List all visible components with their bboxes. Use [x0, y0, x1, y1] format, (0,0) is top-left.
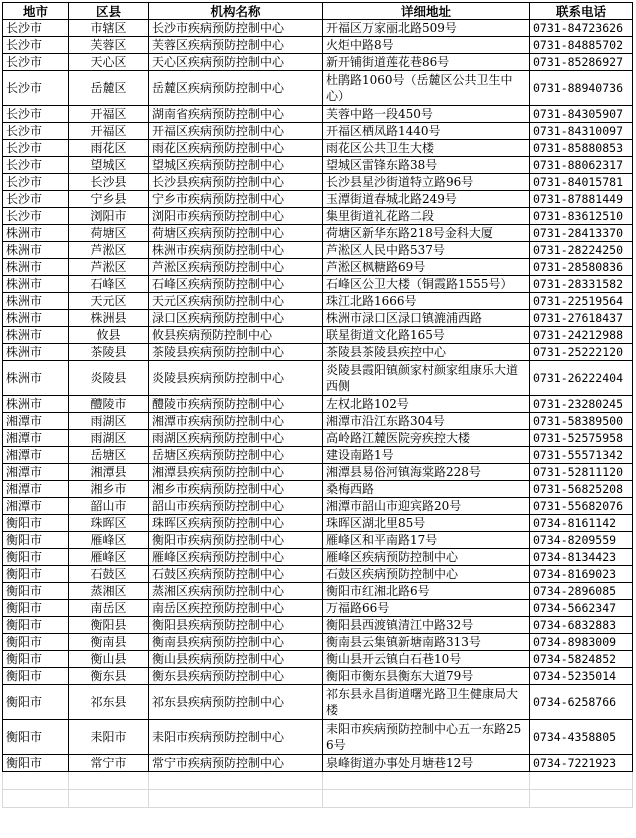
cell-phone: 0731-84305907	[530, 106, 633, 123]
cell-district: 湘潭县	[69, 464, 149, 481]
empty-cell	[69, 790, 149, 808]
cell-phone: 0734-8169023	[530, 566, 633, 583]
cell-address: 杜鹃路1060号（岳麓区公共卫生中心）	[323, 71, 530, 106]
cell-institution: 湘潭市疾病预防控制中心	[149, 413, 323, 430]
cell-institution: 衡东县疾病预防控制中心	[149, 668, 323, 685]
table-row	[3, 140, 633, 157]
table-row	[3, 447, 633, 464]
cell-district: 开福区	[69, 106, 149, 123]
col-header-address: 详细地址	[323, 3, 530, 20]
cell-address: 开福区栖凤路1440号	[323, 123, 530, 140]
cell-city: 湘潭市	[3, 481, 69, 498]
table-row	[3, 566, 633, 583]
cell-institution: 岳塘区疾病预防控制中心	[149, 447, 323, 464]
cell-address: 集里街道礼花路二段	[323, 208, 530, 225]
table-row	[3, 361, 633, 396]
cell-institution: 衡阳市疾病预防控制中心	[149, 532, 323, 549]
cell-institution: 蒸湘区疾病预防控制中心	[149, 583, 323, 600]
cell-district: 衡山县	[69, 651, 149, 668]
table-row	[3, 549, 633, 566]
empty-row	[3, 790, 633, 808]
header-row	[3, 3, 633, 20]
cell-city: 湘潭市	[3, 498, 69, 515]
cell-city: 衡阳市	[3, 600, 69, 617]
cell-address: 泉峰街道办事处月塘巷12号	[323, 755, 530, 772]
cell-institution: 长沙县疾病预防控制中心	[149, 174, 323, 191]
table-row	[3, 123, 633, 140]
table-row	[3, 396, 633, 413]
cell-institution: 石鼓区疾病预防控制中心	[149, 566, 323, 583]
table-row	[3, 259, 633, 276]
table-row	[3, 276, 633, 293]
table-row	[3, 515, 633, 532]
cell-city: 长沙市	[3, 191, 69, 208]
table-row	[3, 755, 633, 772]
cell-phone: 0734-8161142	[530, 515, 633, 532]
cell-institution: 芦淞区疾病预防控制中心	[149, 259, 323, 276]
cell-institution: 开福区疾病预防控制中心	[149, 123, 323, 140]
table-row	[3, 37, 633, 54]
table-row	[3, 20, 633, 37]
table-row	[3, 310, 633, 327]
cell-city: 长沙市	[3, 123, 69, 140]
cell-city: 长沙市	[3, 37, 69, 54]
cell-address: 湘潭市韶山市迎宾路20号	[323, 498, 530, 515]
table-row	[3, 242, 633, 259]
cell-district: 耒阳市	[69, 720, 149, 755]
cell-district: 常宁市	[69, 755, 149, 772]
cell-district: 炎陵县	[69, 361, 149, 396]
cell-address: 桑梅西路	[323, 481, 530, 498]
cell-city: 长沙市	[3, 71, 69, 106]
cell-district: 石峰区	[69, 276, 149, 293]
cell-institution: 耒阳市疾病预防控制中心	[149, 720, 323, 755]
cell-district: 南岳区	[69, 600, 149, 617]
table-row	[3, 106, 633, 123]
cell-address: 珠晖区湖北里85号	[323, 515, 530, 532]
empty-cell	[530, 772, 633, 790]
cell-district: 雁峰区	[69, 532, 149, 549]
cell-institution: 天元区疾病预防控制中心	[149, 293, 323, 310]
cell-phone: 0731-27618437	[530, 310, 633, 327]
cell-city: 湘潭市	[3, 447, 69, 464]
cell-address: 芦淞区枫糖路69号	[323, 259, 530, 276]
cell-address: 祁东县永昌街道曙光路卫生健康局大楼	[323, 685, 530, 720]
table-row	[3, 617, 633, 634]
cell-city: 衡阳市	[3, 566, 69, 583]
cell-city: 衡阳市	[3, 532, 69, 549]
cell-district: 天元区	[69, 293, 149, 310]
table-row	[3, 498, 633, 515]
cell-address: 芦淞区人民中路537号	[323, 242, 530, 259]
cell-city: 衡阳市	[3, 634, 69, 651]
cell-city: 长沙市	[3, 208, 69, 225]
cell-district: 衡阳县	[69, 617, 149, 634]
cell-district: 芙蓉区	[69, 37, 149, 54]
cell-phone: 0731-28580836	[530, 259, 633, 276]
cell-institution: 望城区疾病预防控制中心	[149, 157, 323, 174]
cell-phone: 0731-52575958	[530, 430, 633, 447]
cell-district: 株洲县	[69, 310, 149, 327]
cell-district: 芦淞区	[69, 259, 149, 276]
table-row	[3, 668, 633, 685]
cell-address: 火炬中路8号	[323, 37, 530, 54]
cell-phone: 0734-5235014	[530, 668, 633, 685]
cell-institution: 湘潭县疾病预防控制中心	[149, 464, 323, 481]
cell-institution: 芙蓉区疾病预防控制中心	[149, 37, 323, 54]
cell-address: 石鼓区疾病预防控制中心	[323, 566, 530, 583]
cell-phone: 0731-85880853	[530, 140, 633, 157]
cell-institution: 雨花区疾病预防控制中心	[149, 140, 323, 157]
cell-district: 蒸湘区	[69, 583, 149, 600]
cell-phone: 0731-58389500	[530, 413, 633, 430]
cell-district: 雁峰区	[69, 549, 149, 566]
cell-address: 新开铺街道莲花巷86号	[323, 54, 530, 71]
cell-phone: 0731-55571342	[530, 447, 633, 464]
cell-district: 雨湖区	[69, 413, 149, 430]
cell-phone: 0731-26222404	[530, 361, 633, 396]
cell-address: 衡阳市红湘北路6号	[323, 583, 530, 600]
cell-district: 祁东县	[69, 685, 149, 720]
cell-city: 株洲市	[3, 276, 69, 293]
cell-city: 衡阳市	[3, 651, 69, 668]
cell-district: 衡南县	[69, 634, 149, 651]
cell-city: 衡阳市	[3, 617, 69, 634]
cell-district: 湘乡市	[69, 481, 149, 498]
cell-phone: 0731-24212988	[530, 327, 633, 344]
col-header-district: 区县	[69, 3, 149, 20]
cell-institution: 南岳区疾控预防控制中心	[149, 600, 323, 617]
table-row	[3, 430, 633, 447]
cell-institution: 荷塘区疾病预防控制中心	[149, 225, 323, 242]
cell-address: 建设南路1号	[323, 447, 530, 464]
cell-institution: 雨湖区疾病预防控制中心	[149, 430, 323, 447]
cell-district: 浏阳市	[69, 208, 149, 225]
cell-district: 茶陵县	[69, 344, 149, 361]
cell-address: 炎陵县霞阳镇颜家村颜家组康乐大道西侧	[323, 361, 530, 396]
cell-phone: 0731-85286927	[530, 54, 633, 71]
cell-phone: 0731-84310097	[530, 123, 633, 140]
table-row	[3, 344, 633, 361]
cell-city: 株洲市	[3, 361, 69, 396]
table-row	[3, 651, 633, 668]
cell-address: 开福区万家丽北路509号	[323, 20, 530, 37]
col-header-city: 地市	[3, 3, 69, 20]
cell-city: 衡阳市	[3, 668, 69, 685]
table-row	[3, 720, 633, 755]
cell-phone: 0734-8209559	[530, 532, 633, 549]
cell-city: 衡阳市	[3, 549, 69, 566]
col-header-phone: 联系电话	[530, 3, 633, 20]
empty-cell	[323, 772, 530, 790]
cell-city: 株洲市	[3, 225, 69, 242]
table-row	[3, 481, 633, 498]
cell-district: 岳塘区	[69, 447, 149, 464]
cell-address: 衡南县云集镇新塘南路313号	[323, 634, 530, 651]
cell-district: 开福区	[69, 123, 149, 140]
cell-institution: 茶陵县疾病预防控制中心	[149, 344, 323, 361]
cell-institution: 攸县疾病预防控制中心	[149, 327, 323, 344]
cell-city: 湘潭市	[3, 413, 69, 430]
cell-phone: 0731-25222120	[530, 344, 633, 361]
cell-phone: 0731-28331582	[530, 276, 633, 293]
cell-institution: 常宁市疾病预防控制中心	[149, 755, 323, 772]
cell-city: 衡阳市	[3, 755, 69, 772]
cell-district: 石鼓区	[69, 566, 149, 583]
cell-institution: 炎陵县疾病预防控制中心	[149, 361, 323, 396]
table-row	[3, 464, 633, 481]
cell-address: 茶陵县茶陵县疾控中心	[323, 344, 530, 361]
cell-district: 望城区	[69, 157, 149, 174]
table-row	[3, 54, 633, 71]
cell-phone: 0734-2896085	[530, 583, 633, 600]
cell-institution: 天心区疾病预防控制中心	[149, 54, 323, 71]
empty-cell	[3, 772, 69, 790]
cell-address: 衡阳市衡东县衡东大道79号	[323, 668, 530, 685]
cdc-directory-table	[2, 2, 633, 808]
cell-phone: 0734-5824852	[530, 651, 633, 668]
table-row	[3, 583, 633, 600]
cell-institution: 浏阳市疾病预防控制中心	[149, 208, 323, 225]
cell-address: 衡山县开云镇白石巷10号	[323, 651, 530, 668]
cell-address: 玉潭街道春城北路249号	[323, 191, 530, 208]
cell-institution: 醴陵市疾病预防控制中心	[149, 396, 323, 413]
empty-cell	[149, 790, 323, 808]
cell-district: 芦淞区	[69, 242, 149, 259]
cell-address: 衡阳县西渡镇清江中路32号	[323, 617, 530, 634]
table-row	[3, 157, 633, 174]
cell-address: 石峰区公卫大楼（铜霞路1555号）	[323, 276, 530, 293]
cell-institution: 长沙市疾病预防控制中心	[149, 20, 323, 37]
cell-institution: 岳麓区疾病预防控制中心	[149, 71, 323, 106]
cell-institution: 石峰区疾病预防控制中心	[149, 276, 323, 293]
empty-row	[3, 772, 633, 790]
empty-cell	[530, 790, 633, 808]
cell-district: 荷塘区	[69, 225, 149, 242]
cell-phone: 0731-22519564	[530, 293, 633, 310]
cell-address: 联星街道文化路165号	[323, 327, 530, 344]
cell-institution: 湖南省疾病预防控制中心	[149, 106, 323, 123]
col-header-institution: 机构名称	[149, 3, 323, 20]
cell-phone: 0731-88062317	[530, 157, 633, 174]
cell-district: 宁乡县	[69, 191, 149, 208]
cell-district: 岳麓区	[69, 71, 149, 106]
empty-cell	[69, 772, 149, 790]
cell-phone: 0731-83612510	[530, 208, 633, 225]
cell-institution: 株洲市疾病预防控制中心	[149, 242, 323, 259]
cell-address: 望城区雷锋东路38号	[323, 157, 530, 174]
table-row	[3, 685, 633, 720]
cell-address: 雁峰区和平南路17号	[323, 532, 530, 549]
cell-phone: 0731-87881449	[530, 191, 633, 208]
cell-district: 天心区	[69, 54, 149, 71]
table-row	[3, 71, 633, 106]
cell-institution: 雁峰区疾病预防控制中心	[149, 549, 323, 566]
cell-institution: 珠晖区疾病预防控制中心	[149, 515, 323, 532]
cell-institution: 祁东县疾病预防控制中心	[149, 685, 323, 720]
cell-phone: 0734-5662347	[530, 600, 633, 617]
table-row	[3, 191, 633, 208]
cell-phone: 0734-6258766	[530, 685, 633, 720]
cell-city: 湘潭市	[3, 430, 69, 447]
cell-phone: 0731-88940736	[530, 71, 633, 106]
cell-address: 株洲市渌口区渌口镇漉浦西路	[323, 310, 530, 327]
cell-city: 株洲市	[3, 310, 69, 327]
cell-district: 攸县	[69, 327, 149, 344]
cell-phone: 0734-4358805	[530, 720, 633, 755]
cell-phone: 0734-6832883	[530, 617, 633, 634]
cell-address: 左权北路102号	[323, 396, 530, 413]
cell-city: 衡阳市	[3, 720, 69, 755]
cell-phone: 0731-56825208	[530, 481, 633, 498]
cell-district: 韶山市	[69, 498, 149, 515]
cell-phone: 0734-8134423	[530, 549, 633, 566]
cell-institution: 衡南县疾病预防控制中心	[149, 634, 323, 651]
cell-city: 衡阳市	[3, 685, 69, 720]
table-row	[3, 327, 633, 344]
table-row	[3, 600, 633, 617]
empty-cell	[323, 790, 530, 808]
cell-city: 株洲市	[3, 344, 69, 361]
cell-address: 雨花区公共卫生大楼	[323, 140, 530, 157]
cell-address: 湘潭市沿江东路304号	[323, 413, 530, 430]
cell-address: 珠江北路1666号	[323, 293, 530, 310]
cell-phone: 0731-28224250	[530, 242, 633, 259]
cell-district: 长沙县	[69, 174, 149, 191]
table-body	[3, 20, 633, 808]
cell-phone: 0734-8983009	[530, 634, 633, 651]
cell-district: 珠晖区	[69, 515, 149, 532]
cell-phone: 0731-84723626	[530, 20, 633, 37]
cell-city: 株洲市	[3, 396, 69, 413]
cell-address: 荷塘区新华东路218号金科大厦	[323, 225, 530, 242]
cell-institution: 宁乡市疾病预防控制中心	[149, 191, 323, 208]
cell-address: 芙蓉中路一段450号	[323, 106, 530, 123]
cell-institution: 衡阳县疾病预防控制中心	[149, 617, 323, 634]
cell-city: 长沙市	[3, 106, 69, 123]
table-row	[3, 293, 633, 310]
cell-phone: 0731-84015781	[530, 174, 633, 191]
cell-phone: 0731-23280245	[530, 396, 633, 413]
cell-city: 湘潭市	[3, 464, 69, 481]
table-row	[3, 174, 633, 191]
cell-address: 湘潭县易俗河镇海棠路228号	[323, 464, 530, 481]
table-row	[3, 532, 633, 549]
cell-phone: 0731-84885702	[530, 37, 633, 54]
table-row	[3, 413, 633, 430]
cell-address: 高岭路江麓医院旁疾控大楼	[323, 430, 530, 447]
cell-city: 长沙市	[3, 20, 69, 37]
cell-institution: 渌口区疾病预防控制中心	[149, 310, 323, 327]
cell-district: 雨湖区	[69, 430, 149, 447]
empty-cell	[149, 772, 323, 790]
cell-address: 雁峰区疾病预防控制中心	[323, 549, 530, 566]
empty-cell	[3, 790, 69, 808]
table-row	[3, 634, 633, 651]
cell-address: 万福路66号	[323, 600, 530, 617]
cell-district: 衡东县	[69, 668, 149, 685]
cell-city: 株洲市	[3, 242, 69, 259]
cell-city: 衡阳市	[3, 583, 69, 600]
cell-district: 醴陵市	[69, 396, 149, 413]
cell-address: 耒阳市疾病预防控制中心五一东路256号	[323, 720, 530, 755]
table-row	[3, 208, 633, 225]
cell-city: 长沙市	[3, 140, 69, 157]
cell-institution: 韶山市疾病预防控制中心	[149, 498, 323, 515]
cell-city: 株洲市	[3, 259, 69, 276]
cell-city: 长沙市	[3, 174, 69, 191]
cell-city: 株洲市	[3, 293, 69, 310]
cell-city: 长沙市	[3, 54, 69, 71]
cell-institution: 衡山县疾病预防控制中心	[149, 651, 323, 668]
cell-phone: 0731-52811120	[530, 464, 633, 481]
cell-address: 长沙县星沙街道特立路96号	[323, 174, 530, 191]
cell-district: 市辖区	[69, 20, 149, 37]
table-row	[3, 225, 633, 242]
cell-phone: 0731-55682076	[530, 498, 633, 515]
cell-district: 雨花区	[69, 140, 149, 157]
cell-phone: 0731-28413370	[530, 225, 633, 242]
cell-city: 长沙市	[3, 157, 69, 174]
cell-institution: 湘乡市疾病预防控制中心	[149, 481, 323, 498]
cell-city: 衡阳市	[3, 515, 69, 532]
cell-city: 株洲市	[3, 327, 69, 344]
cell-phone: 0734-7221923	[530, 755, 633, 772]
